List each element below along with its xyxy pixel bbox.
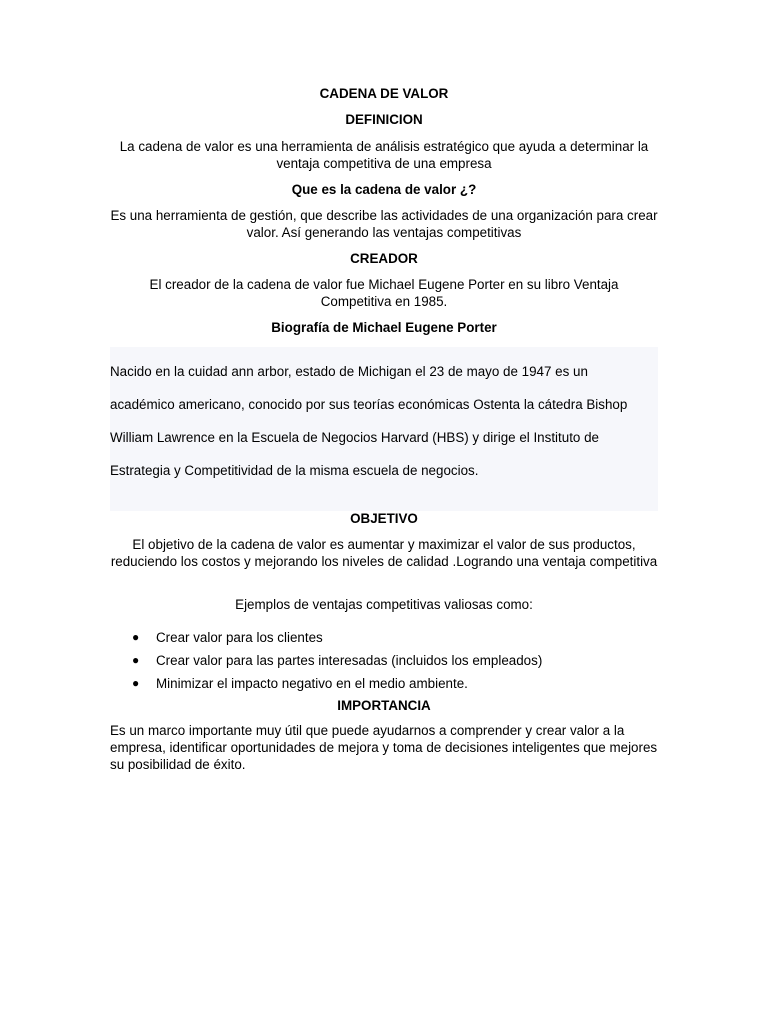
definicion-text: La cadena de valor es una herramienta de análisis estratégico que ayuda a determinar la ventaja competitiva de una empresa: [119, 139, 649, 171]
bullet-icon: ●: [132, 630, 140, 644]
definicion-heading: DEFINICION: [345, 112, 423, 127]
biografia-line: Estrategia y Competitividad de la misma escuela de negocios.: [110, 463, 479, 478]
creador-heading: CREADOR: [350, 251, 418, 266]
bullet-icon: ●: [132, 676, 140, 690]
biografia-line: William Lawrence en la Escuela de Negocios Harvard (HBS) y dirige el Instituto de: [110, 430, 599, 445]
biografia-box: [110, 347, 658, 511]
document-title: CADENA DE VALOR: [319, 86, 449, 101]
creador-text: El creador de la cadena de valor fue Michael Eugene Porter en su libro Ventaja Competitiva en 1985.: [149, 277, 619, 309]
que-es-text: Es una herramienta de gestión, que describe las actividades de una organización para crear valor. Así generando las ventajas competitivas: [110, 208, 658, 240]
importancia-text: Es un marco importante muy útil que puede ayudarnos a comprender y crear valor a la empresa, identificar oportunidades de mejora y toma de decisiones inteligentes que mejores su posibilidad de éxito.: [110, 723, 658, 772]
objetivo-heading: OBJETIVO: [350, 511, 418, 526]
list-item-text: Crear valor para los clientes: [156, 630, 323, 645]
bullet-icon: ●: [132, 653, 140, 667]
importancia-heading: IMPORTANCIA: [337, 698, 431, 713]
list-item-text: Crear valor para las partes interesadas (incluidos los empleados): [156, 653, 543, 668]
biografia-line: académico americano, conocido por sus teorías económicas Ostenta la cátedra Bishop: [110, 397, 628, 412]
que-es-heading: Que es la cadena de valor ¿?: [291, 182, 477, 197]
ejemplos-intro: Ejemplos de ventajas competitivas valiosas como:: [235, 597, 533, 612]
list-item-text: Minimizar el impacto negativo en el medio ambiente.: [156, 676, 468, 691]
biografia-line: Nacido en la cuidad ann arbor, estado de Michigan el 23 de mayo de 1947 es un: [110, 364, 588, 379]
biografia-heading: Biografía de Michael Eugene Porter: [271, 320, 497, 335]
objetivo-text: El objetivo de la cadena de valor es aumentar y maximizar el valor de sus productos, reduciendo los costos y mejorando los niveles de calidad .Logrando una ventaja competitiva: [110, 537, 658, 569]
